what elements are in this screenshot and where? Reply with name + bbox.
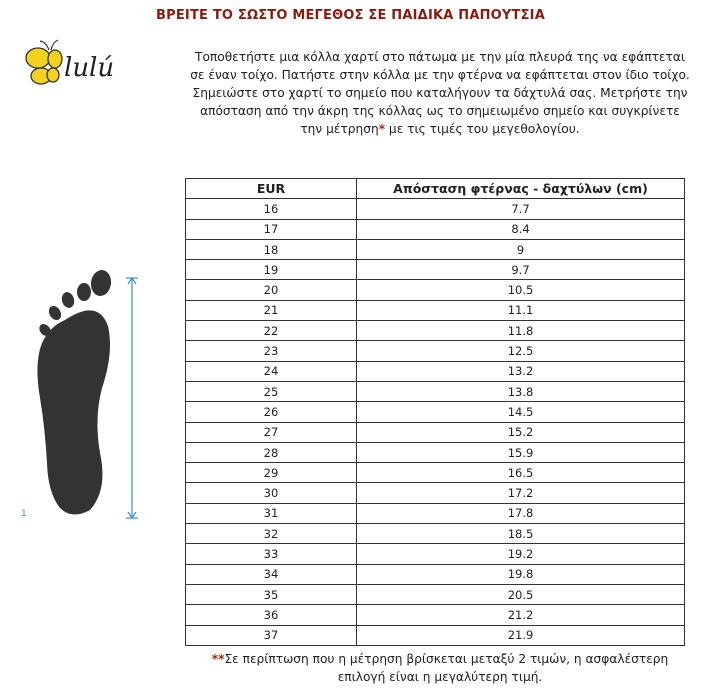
eur-size-cell: 36 <box>186 605 357 625</box>
eur-size-cell: 32 <box>186 524 357 544</box>
length-cm-cell: 18.5 <box>357 524 685 544</box>
length-cm-cell: 13.8 <box>357 381 685 401</box>
eur-size-cell: 22 <box>186 321 357 341</box>
table-row <box>186 625 685 645</box>
eur-size-cell: 18 <box>186 239 357 259</box>
lulu-logo <box>22 38 142 90</box>
eur-size-cell: 27 <box>186 422 357 442</box>
foot-marker-label: 1 <box>21 509 27 519</box>
asterisk-mark: * <box>378 122 386 136</box>
table-row <box>186 524 685 544</box>
table-row <box>186 564 685 584</box>
eur-size-cell: 31 <box>186 503 357 523</box>
length-cm-cell: 15.2 <box>357 422 685 442</box>
length-cm-cell: 19.8 <box>357 564 685 584</box>
table-row <box>186 584 685 604</box>
footnote: **Σε περίπτωση που η μέτρηση βρίσκεται μεταξύ 2 τιμών, η ασφαλέστερη επιλογή είναι η μεγαλύτερη τιμή. <box>211 652 669 684</box>
footnote-asterisk: ** <box>211 652 225 666</box>
length-cm-cell: 14.5 <box>357 402 685 422</box>
foot-icon <box>20 268 150 528</box>
eur-size-cell: 25 <box>186 381 357 401</box>
table-row <box>186 422 685 442</box>
eur-size-cell: 30 <box>186 483 357 503</box>
length-cm-cell: 21.2 <box>357 605 685 625</box>
table-row <box>186 199 685 219</box>
size-table <box>185 178 685 646</box>
eur-size-cell: 28 <box>186 442 357 462</box>
length-cm-cell: 9 <box>357 239 685 259</box>
length-cm-cell: 10.5 <box>357 280 685 300</box>
eur-size-cell: 33 <box>186 544 357 564</box>
table-row <box>186 442 685 462</box>
length-cm-cell: 17.8 <box>357 503 685 523</box>
instructions-text: Τοποθετήστε μια κόλλα χαρτί στο πάτωμα με την μία πλευρά της να εφάπτεται σε έναν τοίχο. Πατήστε στην κόλλα με την φτέρνα να εφάπτεται στον ίδιο τοίχο. Σημειώστε στο χαρτί το σημείο που καταλήγουν τα δάχτυλά σας. Μετρήστε την απόσταση από την άκρη της κόλλας ως το σημειωμένο σημείο και συγκρίνετε την μέτρηση* με τις τιμές του μεγεθολογίου. <box>190 50 690 136</box>
length-cm-cell: 20.5 <box>357 584 685 604</box>
table-header-row <box>186 179 685 199</box>
eur-column-header: EUR <box>186 179 357 199</box>
length-cm-cell: 12.5 <box>357 341 685 361</box>
table-row <box>186 280 685 300</box>
eur-size-cell: 19 <box>186 260 357 280</box>
table-row <box>186 239 685 259</box>
eur-size-cell: 17 <box>186 219 357 239</box>
eur-size-cell: 21 <box>186 300 357 320</box>
eur-size-cell: 26 <box>186 402 357 422</box>
table-row <box>186 483 685 503</box>
page-title: ΒΡΕΙΤΕ ΤΟ ΣΩΣΤΟ ΜΕΓΕΘΟΣ ΣΕ ΠΑΙΔΙΚΑ ΠΑΠΟΥΤΣΙΑ <box>156 8 545 23</box>
eur-size-cell: 16 <box>186 199 357 219</box>
length-cm-cell: 11.1 <box>357 300 685 320</box>
length-cm-cell: 9.7 <box>357 260 685 280</box>
length-cm-cell: 11.8 <box>357 321 685 341</box>
table-row <box>186 503 685 523</box>
length-cm-cell: 15.9 <box>357 442 685 462</box>
eur-size-cell: 34 <box>186 564 357 584</box>
eur-size-cell: 20 <box>186 280 357 300</box>
table-row <box>186 361 685 381</box>
table-row <box>186 605 685 625</box>
logo-text: lulú <box>64 53 115 83</box>
eur-size-cell: 23 <box>186 341 357 361</box>
table-row <box>186 544 685 564</box>
table-row <box>186 219 685 239</box>
eur-size-cell: 35 <box>186 584 357 604</box>
eur-size-cell: 29 <box>186 463 357 483</box>
table-row <box>186 463 685 483</box>
eur-size-cell: 24 <box>186 361 357 381</box>
butterfly-icon <box>26 40 62 84</box>
length-cm-cell: 19.2 <box>357 544 685 564</box>
length-cm-cell: 17.2 <box>357 483 685 503</box>
eur-size-cell: 37 <box>186 625 357 645</box>
table-row <box>186 300 685 320</box>
length-cm-cell: 7.7 <box>357 199 685 219</box>
length-cm-cell: 21.9 <box>357 625 685 645</box>
table-row <box>186 402 685 422</box>
length-cm-cell: 16.5 <box>357 463 685 483</box>
table-row <box>186 260 685 280</box>
length-cm-cell: 13.2 <box>357 361 685 381</box>
length-cm-cell: 8.4 <box>357 219 685 239</box>
table-row <box>186 341 685 361</box>
table-row <box>186 381 685 401</box>
table-row <box>186 321 685 341</box>
length-column-header: Απόσταση φτέρνας - δαχτύλων (cm) <box>357 179 685 199</box>
